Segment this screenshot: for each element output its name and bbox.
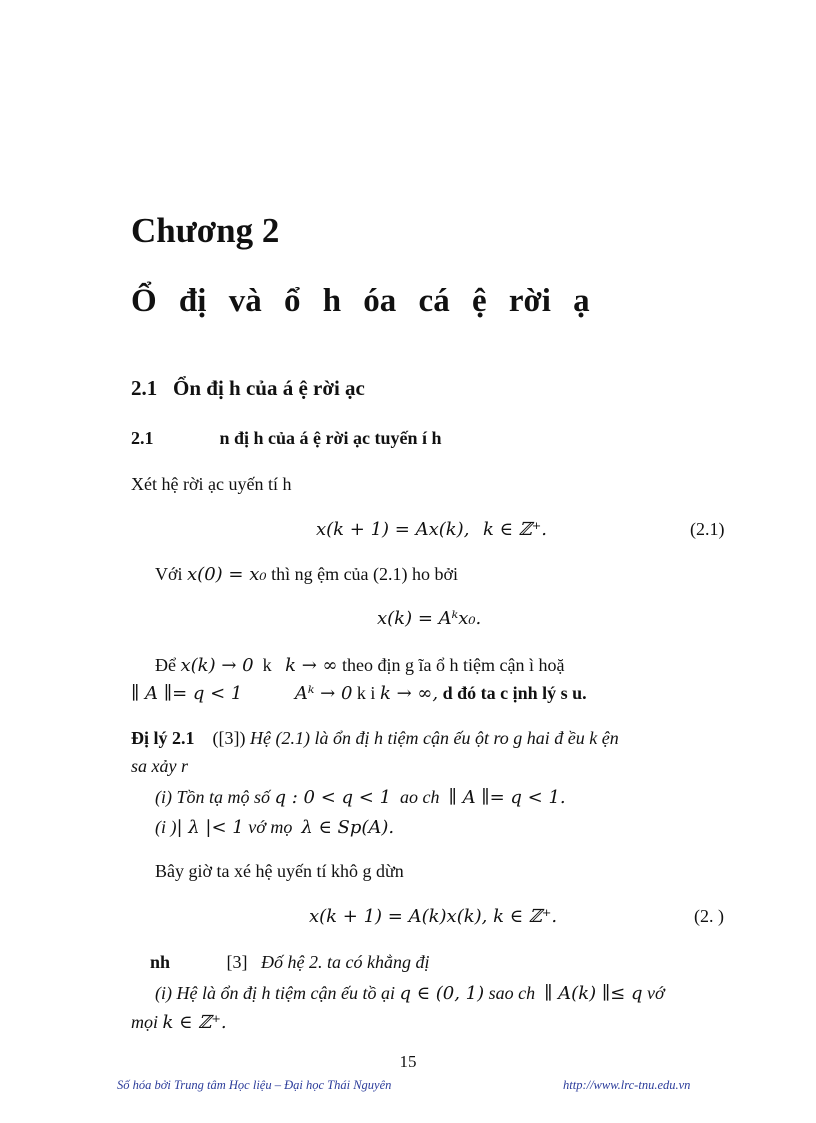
theorem-item-2 — [155, 817, 394, 838]
item1-text-a: (i) Tồn tạ mộ số — [155, 787, 271, 807]
p2-math-x0: x(0) = x₀ — [187, 564, 267, 585]
p6-l1-math-q: q ∈ (0, 1) — [399, 983, 485, 1004]
paragraph-intro: Xét hệ rời ạc uyến tí h — [131, 474, 292, 494]
paragraph-condition-line1 — [155, 655, 564, 676]
footer-url[interactable]: http://www.lrc-tnu.edu.vn — [563, 1078, 691, 1092]
equation-number-2-2: (2. ) — [694, 906, 724, 926]
p6-l2-text-a: mọi — [131, 1012, 158, 1032]
subsection-title: n đị h của á ệ rời ạc tuyến í h — [219, 428, 442, 448]
theorem-label: Đị lý 2.1 — [131, 728, 195, 748]
subsection-number: 2.1 — [131, 428, 154, 448]
equation-number-2-1: (2.1) — [690, 519, 725, 539]
p3-l2-math2: Aᵏ → 0 — [294, 683, 353, 704]
paragraph-solution — [155, 564, 458, 585]
p3-l1-text-c: theo địn g ĩa ổ h tiệm cận ì hoặ — [342, 655, 565, 675]
proposition-line — [150, 952, 430, 973]
item1-math-norm: ∥ A ∥= q < 1. — [448, 787, 566, 808]
eq3-expr: x(k + 1) = A(k)x(k), k ∈ ℤ⁺. — [309, 906, 558, 927]
item1-math-q: q : 0 < q < 1 — [274, 787, 392, 808]
item1-text-b: ao ch — [400, 787, 440, 807]
proposition-label: nh — [150, 952, 171, 972]
proposition-text: Đố hệ 2. ta có khẳng đị — [261, 952, 430, 972]
p2-text-a: Với — [155, 564, 183, 584]
theorem-item-1 — [155, 787, 566, 808]
p3-l2-text-b: k i — [356, 683, 376, 703]
p3-l1-math2: k → ∞ — [285, 655, 338, 676]
item2-text-a: (i ) — [155, 817, 177, 837]
footer-source: Số hóa bởi Trung tâm Học liệu – Đại học Thái Nguyên — [117, 1078, 392, 1092]
p3-l2-math3: k → ∞, — [379, 683, 439, 704]
section-number: 2.1 — [131, 376, 158, 400]
subsection-heading — [131, 428, 442, 449]
eq1-tail: k ∈ ℤ⁺. — [482, 519, 547, 540]
p2-text-b: thì ng ệm của (2.1) ho bởi — [271, 564, 459, 584]
chapter-subtitle: Ổ đị và ổ h óa cá ệ rời ạ — [131, 283, 590, 319]
item2-math-lambda: | λ |< 1 — [176, 817, 244, 838]
p6-l2-math-k: k ∈ ℤ⁺. — [162, 1012, 227, 1033]
section-heading — [131, 376, 365, 401]
p3-l2-text-c: d đó ta c ịnh lý s u. — [442, 683, 587, 703]
p6-l1-text-c: vớ — [647, 983, 665, 1003]
chapter-title: Chương 2 — [131, 211, 280, 250]
equation-solution — [377, 608, 481, 629]
p6-l1-text-b: sao ch — [488, 983, 536, 1003]
theorem-statement-1: Hệ (2.1) là ổn đị h tiệm cận ếu ột ro g hai đ ều k ện — [250, 728, 619, 748]
page-number: 15 — [399, 1052, 417, 1071]
paragraph-condition-line2 — [131, 683, 587, 704]
p3-l2-math1: ∥ A ∥= q < 1 — [131, 683, 243, 704]
equation-2-1 — [316, 519, 547, 540]
eq1-lhs: x(k + 1) = Ax(k), — [316, 519, 470, 540]
theorem-statement-2: sa xảy r — [131, 756, 188, 776]
eq2-expr: x(k) = Aᵏx₀. — [377, 608, 482, 629]
p3-l1-math1: x(k) → 0 — [180, 655, 254, 676]
p6-l1-text-a: (i) Hệ là ổn đị h tiệm cận ếu tồ ại — [155, 983, 395, 1003]
paragraph-nonstationary: Bây giờ ta xé hệ uyến tí khô g dừn — [155, 861, 404, 881]
theorem-ref: ([3]) — [212, 728, 246, 748]
theorem-line1 — [131, 728, 619, 749]
equation-2-2 — [309, 906, 557, 927]
proposition-item-1-line1 — [155, 983, 665, 1004]
proposition-ref: [3] — [226, 952, 248, 972]
p6-l1-math-norm: ∥ A(k) ∥≤ q — [544, 983, 643, 1004]
section-title: Ổn đị h của á ệ rời ạc — [173, 376, 365, 400]
p3-l1-text-b: k — [262, 655, 272, 675]
item2-text-b: vớ mọ — [248, 817, 293, 837]
proposition-item-1-line2 — [131, 1012, 227, 1033]
item2-math-spec: λ ∈ Sp(A). — [301, 817, 395, 838]
p3-l1-text-a: Để — [155, 655, 176, 675]
